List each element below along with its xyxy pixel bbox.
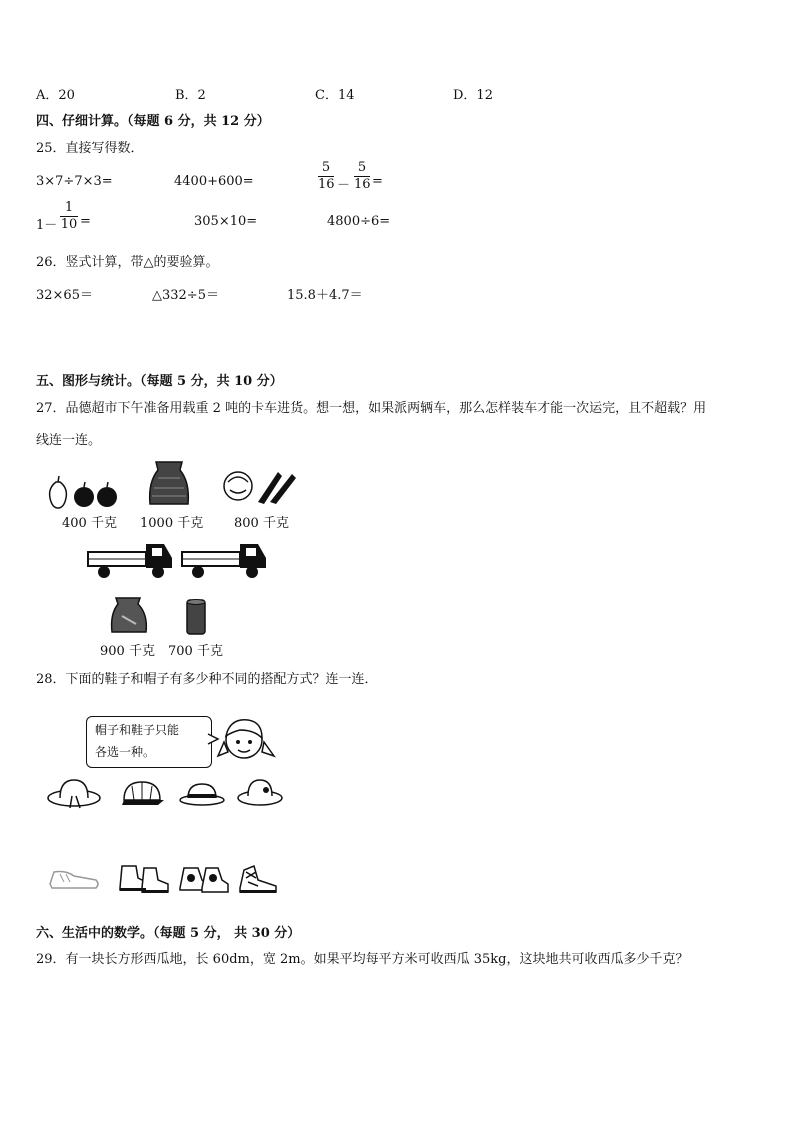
- fraction-b-den: 16: [354, 177, 371, 192]
- section4-title: 四、仔细计算。（每题 6 分，共 12 分）: [36, 114, 270, 129]
- q25-item-6: 4800÷6=: [327, 214, 391, 229]
- fedora-icon: [178, 780, 226, 808]
- q28-stem: 28．下面的鞋子和帽子有多少种不同的搭配方式？连一连．: [36, 672, 378, 687]
- speech-line-1: 帽子和鞋子只能: [95, 723, 180, 737]
- fraction-c-den: 10: [60, 217, 78, 232]
- speech-line-2: 各选一种。: [95, 745, 156, 759]
- sun-hat-icon: [46, 776, 102, 810]
- q26-stem: 26．竖式计算，带△的要验算。: [36, 255, 219, 270]
- q27-stem-line2: 线连一连。: [36, 433, 102, 448]
- truck-icon-1: [86, 538, 176, 582]
- q25-row2-prefix: 1－: [36, 218, 58, 233]
- option-b: B．2: [175, 88, 206, 103]
- q26-item-3: 15.8＋4.7＝: [287, 288, 363, 303]
- fraction-c-equals: =: [80, 214, 91, 229]
- sneaker-icon: [46, 864, 102, 892]
- girl-icon: [216, 712, 278, 768]
- fraction-minus: －: [337, 178, 351, 193]
- boots-icon: [116, 860, 172, 894]
- laced-shoes-icon: [236, 860, 280, 894]
- q25-stem: 25．直接写得数．: [36, 141, 144, 156]
- fraction-c-num: 1: [64, 200, 74, 215]
- speech-bubble: [86, 716, 212, 768]
- cap-icon: [118, 778, 166, 808]
- fraction-a: [318, 160, 334, 193]
- q25-item-5: 305×10=: [194, 214, 258, 229]
- fraction-c: [60, 200, 78, 233]
- fraction-a-den: 16: [318, 177, 335, 192]
- q29-stem: 29．有一块长方形西瓜地，长 60dm，宽 2m。如果平均每平方米可收西瓜 35kg，这块地共可收西瓜多少千克？: [36, 952, 689, 967]
- sack-weight: 900 千克: [100, 644, 155, 659]
- option-a: A．20: [36, 88, 75, 103]
- section6-title: 六、生活中的数学。（每题 5 分， 共 30 分）: [36, 926, 301, 941]
- vegetables-icon: [220, 466, 304, 506]
- fruit-weight: 400 千克: [62, 516, 117, 531]
- q25-item-2: 4400+600=: [174, 174, 254, 189]
- fraction-b: [354, 160, 370, 193]
- section5-title: 五、图形与统计。（每题 5 分，共 10 分）: [36, 374, 283, 389]
- flower-hat-icon: [236, 776, 284, 808]
- fraction-b-num: 5: [357, 160, 367, 175]
- grain-sack-icon: [146, 458, 192, 510]
- fraction-equals: =: [372, 174, 383, 189]
- q27-stem-line1: 27．品德超市下午准备用载重 2 吨的卡车进货。想一想，如果派两辆车，那么怎样装车才能一次运完，且不超载？用: [36, 401, 707, 416]
- vegetables-weight: 800 千克: [234, 516, 289, 531]
- high-top-shoes-icon: [176, 860, 232, 894]
- barrel-icon: [184, 598, 208, 636]
- fruit-icon: [44, 474, 124, 514]
- sack-icon: [108, 594, 150, 636]
- q25-item-1: 3×7÷7×3=: [36, 174, 113, 189]
- option-d: D．12: [453, 88, 493, 103]
- q26-item-1: 32×65＝: [36, 288, 93, 303]
- truck-icon-2: [180, 538, 270, 582]
- q26-item-2: △332÷5＝: [152, 288, 219, 303]
- fraction-a-num: 5: [321, 160, 331, 175]
- grain-weight: 1000 千克: [140, 516, 204, 531]
- barrel-weight: 700 千克: [168, 644, 223, 659]
- option-c: C．14: [315, 88, 355, 103]
